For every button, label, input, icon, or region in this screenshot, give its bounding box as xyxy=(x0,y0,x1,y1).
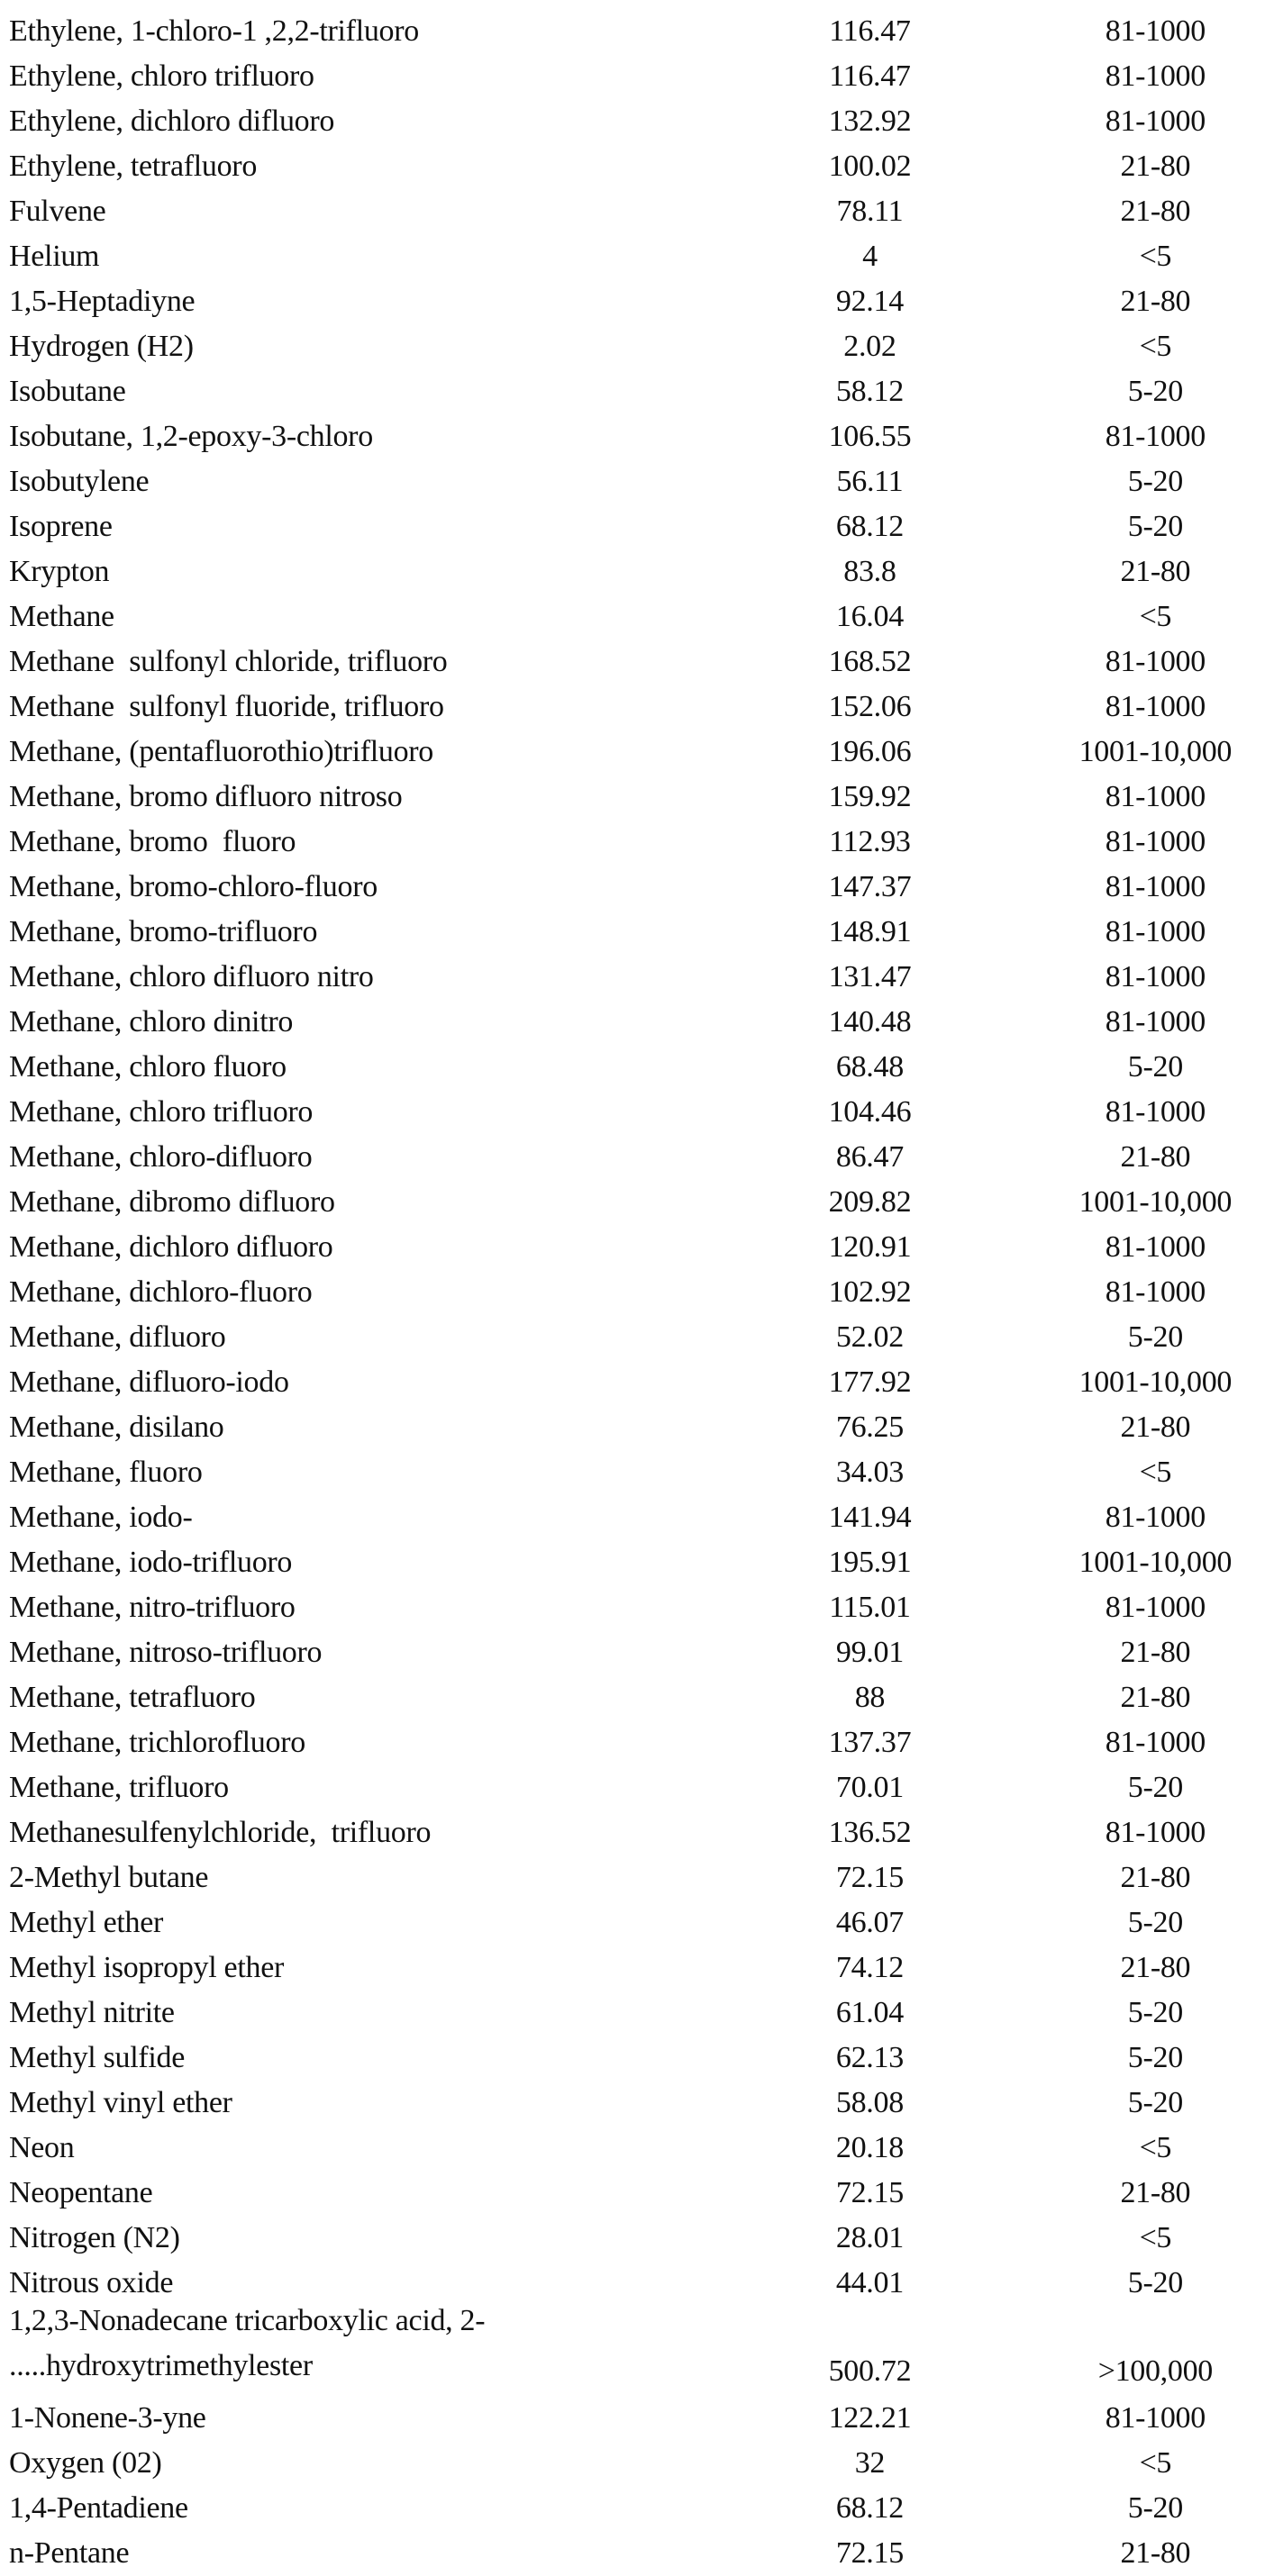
range-value: 81-1000 xyxy=(1037,780,1274,814)
table-row xyxy=(0,1540,1274,1585)
range-value: 81-1000 xyxy=(1037,1591,1274,1625)
range-value: 5-20 xyxy=(1037,1050,1274,1084)
range-value: <5 xyxy=(1037,330,1274,364)
table-row xyxy=(0,1765,1274,1810)
range-value: <5 xyxy=(1037,2131,1274,2165)
compound-name: Fulvene xyxy=(0,189,712,234)
range-value: 21-80 xyxy=(1037,1410,1274,1445)
range-value: 5-20 xyxy=(1037,465,1274,499)
table-row xyxy=(0,1225,1274,1270)
molecular-weight: 58.12 xyxy=(703,375,1037,409)
table-row xyxy=(0,639,1274,685)
table-row xyxy=(0,1135,1274,1180)
molecular-weight: 168.52 xyxy=(703,645,1037,679)
table-row xyxy=(0,2441,1274,2486)
table-row xyxy=(0,2126,1274,2171)
molecular-weight: 72.15 xyxy=(703,2176,1037,2210)
range-value: 81-1000 xyxy=(1037,1726,1274,1760)
range-value: 81-1000 xyxy=(1037,825,1274,859)
compound-name xyxy=(0,2299,712,2389)
table-row xyxy=(0,1360,1274,1405)
compound-name: Nitrogen (N2) xyxy=(0,2216,712,2261)
compound-name: Methyl isopropyl ether xyxy=(0,1946,712,1991)
table-row xyxy=(0,549,1274,594)
range-value: <5 xyxy=(1037,240,1274,274)
range-value: <5 xyxy=(1037,2221,1274,2255)
range-value: 5-20 xyxy=(1037,1996,1274,2030)
range-value: 21-80 xyxy=(1037,1951,1274,1985)
molecular-weight: 147.37 xyxy=(703,870,1037,904)
table-row xyxy=(0,1270,1274,1315)
molecular-weight: 52.02 xyxy=(703,1320,1037,1355)
molecular-weight: 112.93 xyxy=(703,825,1037,859)
table-row xyxy=(0,1450,1274,1495)
table-row xyxy=(0,1630,1274,1675)
compound-name: Methane, fluoro xyxy=(0,1450,712,1495)
compound-name: Methanesulfenylchloride, trifluoro xyxy=(0,1810,712,1855)
compound-name: Ethylene, chloro trifluoro xyxy=(0,54,712,99)
compound-name: Methane, (pentafluorothio)trifluoro xyxy=(0,730,712,775)
table-row xyxy=(0,2036,1274,2081)
compound-name-line: 1,2,3-Nonadecane tricarboxylic acid, 2- xyxy=(9,2299,712,2344)
table-row xyxy=(0,1855,1274,1900)
compound-name: Methane, tetrafluoro xyxy=(0,1675,712,1720)
compound-name: Methane, bromo-chloro-fluoro xyxy=(0,865,712,910)
molecular-weight: 72.15 xyxy=(703,2536,1037,2571)
compound-name: 2-Methyl butane xyxy=(0,1855,712,1900)
compound-name: Methane sulfonyl chloride, trifluoro xyxy=(0,639,712,685)
table-row xyxy=(0,1405,1274,1450)
table-row xyxy=(0,2486,1274,2531)
table-row xyxy=(0,1946,1274,1991)
molecular-weight: 68.12 xyxy=(703,2491,1037,2526)
range-value: 81-1000 xyxy=(1037,960,1274,994)
table-row xyxy=(0,279,1274,324)
compound-name: Methane xyxy=(0,594,712,639)
range-value: 81-1000 xyxy=(1037,915,1274,949)
range-value: 21-80 xyxy=(1037,285,1274,319)
compound-name: Methane, dichloro difluoro xyxy=(0,1225,712,1270)
molecular-weight: 120.91 xyxy=(703,1230,1037,1265)
table-row xyxy=(0,1900,1274,1946)
compound-name: Ethylene, dichloro difluoro xyxy=(0,99,712,144)
compound-name: Methyl ether xyxy=(0,1900,712,1946)
compound-name: Neopentane xyxy=(0,2171,712,2216)
table-row xyxy=(0,504,1274,549)
compound-name: 1,4-Pentadiene xyxy=(0,2486,712,2531)
range-value: 21-80 xyxy=(1037,2536,1274,2571)
compound-name: Methane, bromo difluoro nitroso xyxy=(0,775,712,820)
compound-name: Methyl nitrite xyxy=(0,1991,712,2036)
molecular-weight: 44.01 xyxy=(703,2266,1037,2300)
molecular-weight: 58.08 xyxy=(703,2086,1037,2120)
range-value: 21-80 xyxy=(1037,555,1274,589)
molecular-weight: 137.37 xyxy=(703,1726,1037,1760)
table-row xyxy=(0,144,1274,189)
molecular-weight: 32 xyxy=(703,2446,1037,2481)
molecular-weight: 78.11 xyxy=(703,195,1037,229)
molecular-weight: 34.03 xyxy=(703,1456,1037,1490)
range-value: 81-1000 xyxy=(1037,645,1274,679)
range-value: 1001-10,000 xyxy=(1037,735,1274,769)
range-value: 21-80 xyxy=(1037,1636,1274,1670)
table-row xyxy=(0,685,1274,730)
table-row xyxy=(0,1180,1274,1225)
molecular-weight: 159.92 xyxy=(703,780,1037,814)
molecular-weight: 500.72 xyxy=(703,2354,1037,2389)
table-row xyxy=(0,1585,1274,1630)
range-value: 1001-10,000 xyxy=(1037,1365,1274,1400)
compound-name: Ethylene, tetrafluoro xyxy=(0,144,712,189)
range-value: 21-80 xyxy=(1037,1861,1274,1895)
table-row xyxy=(0,2171,1274,2216)
compound-name: Isobutylene xyxy=(0,459,712,504)
compound-name: Methane, bromo fluoro xyxy=(0,820,712,865)
compound-name: Methyl sulfide xyxy=(0,2036,712,2081)
table-row xyxy=(0,1495,1274,1540)
molecular-weight: 61.04 xyxy=(703,1996,1037,2030)
compound-name: Methane, iodo- xyxy=(0,1495,712,1540)
range-value: 81-1000 xyxy=(1037,870,1274,904)
range-value: 5-20 xyxy=(1037,1906,1274,1940)
compound-name: Isobutane xyxy=(0,369,712,414)
range-value: 81-1000 xyxy=(1037,1005,1274,1039)
table-row xyxy=(0,1991,1274,2036)
compound-name: Methane, bromo-trifluoro xyxy=(0,910,712,955)
compound-name: 1,5-Heptadiyne xyxy=(0,279,712,324)
range-value: <5 xyxy=(1037,2446,1274,2481)
compound-name: Methyl vinyl ether xyxy=(0,2081,712,2126)
molecular-weight: 72.15 xyxy=(703,1861,1037,1895)
compound-name: Methane, difluoro xyxy=(0,1315,712,1360)
table-row xyxy=(0,1000,1274,1045)
compound-name: Isobutane, 1,2-epoxy-3-chloro xyxy=(0,414,712,459)
molecular-weight: 136.52 xyxy=(703,1816,1037,1850)
compound-name: Methane, dibromo difluoro xyxy=(0,1180,712,1225)
compound-name: Methane, nitroso-trifluoro xyxy=(0,1630,712,1675)
range-value: 81-1000 xyxy=(1037,1275,1274,1310)
range-value: 81-1000 xyxy=(1037,2401,1274,2435)
range-value: 1001-10,000 xyxy=(1037,1185,1274,1220)
table-row xyxy=(0,189,1274,234)
range-value: 21-80 xyxy=(1037,2176,1274,2210)
molecular-weight: 102.92 xyxy=(703,1275,1037,1310)
table-row xyxy=(0,2396,1274,2441)
table-row xyxy=(0,234,1274,279)
table-row xyxy=(0,459,1274,504)
table-row xyxy=(0,730,1274,775)
compound-name: Methane, chloro dinitro xyxy=(0,1000,712,1045)
compound-name: Ethylene, 1-chloro-1 ,2,2-trifluoro xyxy=(0,9,712,54)
molecular-weight: 92.14 xyxy=(703,285,1037,319)
compound-name: Oxygen (02) xyxy=(0,2441,712,2486)
table-row xyxy=(0,1720,1274,1765)
molecular-weight: 104.46 xyxy=(703,1095,1037,1129)
molecular-weight: 141.94 xyxy=(703,1501,1037,1535)
table-row xyxy=(0,910,1274,955)
molecular-weight: 16.04 xyxy=(703,600,1037,634)
table-row xyxy=(0,1045,1274,1090)
table-row xyxy=(0,775,1274,820)
range-value: 81-1000 xyxy=(1037,59,1274,94)
molecular-weight: 100.02 xyxy=(703,150,1037,184)
compound-name: Methane, iodo-trifluoro xyxy=(0,1540,712,1585)
table-row xyxy=(0,99,1274,144)
compound-name: n-Pentane xyxy=(0,2531,712,2576)
range-value: 81-1000 xyxy=(1037,1095,1274,1129)
table-row xyxy=(0,9,1274,54)
molecular-weight: 74.12 xyxy=(703,1951,1037,1985)
table-row xyxy=(0,2531,1274,2576)
molecular-weight: 62.13 xyxy=(703,2041,1037,2075)
molecular-weight: 106.55 xyxy=(703,420,1037,454)
molecular-weight: 20.18 xyxy=(703,2131,1037,2165)
table-row xyxy=(0,1090,1274,1135)
table-row xyxy=(0,2306,1274,2396)
range-value: 5-20 xyxy=(1037,2041,1274,2075)
molecular-weight: 28.01 xyxy=(703,2221,1037,2255)
compound-name: Methane, dichloro-fluoro xyxy=(0,1270,712,1315)
table-row xyxy=(0,2081,1274,2126)
range-value: 81-1000 xyxy=(1037,1816,1274,1850)
molecular-weight: 76.25 xyxy=(703,1410,1037,1445)
range-value: 21-80 xyxy=(1037,195,1274,229)
molecular-weight: 70.01 xyxy=(703,1771,1037,1805)
table-row xyxy=(0,324,1274,369)
range-value: <5 xyxy=(1037,1456,1274,1490)
range-value: 81-1000 xyxy=(1037,104,1274,139)
molecular-weight: 4 xyxy=(703,240,1037,274)
molecular-weight: 140.48 xyxy=(703,1005,1037,1039)
compound-name: Methane, chloro fluoro xyxy=(0,1045,712,1090)
table-row xyxy=(0,955,1274,1000)
compound-name: Methane, chloro-difluoro xyxy=(0,1135,712,1180)
range-value: 5-20 xyxy=(1037,2266,1274,2300)
range-value: 5-20 xyxy=(1037,510,1274,544)
range-value: 5-20 xyxy=(1037,1771,1274,1805)
range-value: 81-1000 xyxy=(1037,420,1274,454)
compound-name: Neon xyxy=(0,2126,712,2171)
compound-name: Helium xyxy=(0,234,712,279)
table-row xyxy=(0,369,1274,414)
compound-name: Methane, nitro-trifluoro xyxy=(0,1585,712,1630)
range-value: 5-20 xyxy=(1037,2086,1274,2120)
range-value: 81-1000 xyxy=(1037,14,1274,49)
range-value: 21-80 xyxy=(1037,150,1274,184)
molecular-weight: 131.47 xyxy=(703,960,1037,994)
compound-name: Isoprene xyxy=(0,504,712,549)
molecular-weight: 209.82 xyxy=(703,1185,1037,1220)
molecular-weight: 83.8 xyxy=(703,555,1037,589)
compound-name: Hydrogen (H2) xyxy=(0,324,712,369)
range-value: 81-1000 xyxy=(1037,1230,1274,1265)
compound-name: Methane sulfonyl fluoride, trifluoro xyxy=(0,685,712,730)
molecular-weight: 68.12 xyxy=(703,510,1037,544)
molecular-weight: 122.21 xyxy=(703,2401,1037,2435)
table-row xyxy=(0,54,1274,99)
table-row xyxy=(0,820,1274,865)
table-row xyxy=(0,2216,1274,2261)
molecular-weight: 99.01 xyxy=(703,1636,1037,1670)
range-value: 1001-10,000 xyxy=(1037,1546,1274,1580)
molecular-weight: 56.11 xyxy=(703,465,1037,499)
molecular-weight: 46.07 xyxy=(703,1906,1037,1940)
molecular-weight: 132.92 xyxy=(703,104,1037,139)
range-value: 81-1000 xyxy=(1037,1501,1274,1535)
range-value: 5-20 xyxy=(1037,1320,1274,1355)
compound-name: Methane, chloro difluoro nitro xyxy=(0,955,712,1000)
molecular-weight: 195.91 xyxy=(703,1546,1037,1580)
compound-table xyxy=(0,9,1274,2576)
table-row xyxy=(0,1315,1274,1360)
molecular-weight: 152.06 xyxy=(703,690,1037,724)
range-value: >100,000 xyxy=(1037,2354,1274,2389)
range-value: 21-80 xyxy=(1037,1681,1274,1715)
compound-name: 1-Nonene-3-yne xyxy=(0,2396,712,2441)
table-row xyxy=(0,1675,1274,1720)
molecular-weight: 2.02 xyxy=(703,330,1037,364)
compound-name: Krypton xyxy=(0,549,712,594)
table-row xyxy=(0,865,1274,910)
molecular-weight: 177.92 xyxy=(703,1365,1037,1400)
compound-name: Methane, disilano xyxy=(0,1405,712,1450)
molecular-weight: 88 xyxy=(703,1681,1037,1715)
table-row xyxy=(0,1810,1274,1855)
molecular-weight: 116.47 xyxy=(703,59,1037,94)
molecular-weight: 196.06 xyxy=(703,735,1037,769)
molecular-weight: 115.01 xyxy=(703,1591,1037,1625)
molecular-weight: 68.48 xyxy=(703,1050,1037,1084)
compound-name-line: .....hydroxytrimethylester xyxy=(9,2344,712,2389)
molecular-weight: 86.47 xyxy=(703,1140,1037,1175)
compound-name: Methane, chloro trifluoro xyxy=(0,1090,712,1135)
compound-name: Methane, trifluoro xyxy=(0,1765,712,1810)
table-row xyxy=(0,414,1274,459)
range-value: 81-1000 xyxy=(1037,690,1274,724)
range-value: 21-80 xyxy=(1037,1140,1274,1175)
range-value: 5-20 xyxy=(1037,375,1274,409)
compound-name: Methane, difluoro-iodo xyxy=(0,1360,712,1405)
compound-name: Methane, trichlorofluoro xyxy=(0,1720,712,1765)
range-value: <5 xyxy=(1037,600,1274,634)
compound-name: Nitrous oxide xyxy=(0,2261,712,2306)
molecular-weight: 116.47 xyxy=(703,14,1037,49)
range-value: 5-20 xyxy=(1037,2491,1274,2526)
table-row xyxy=(0,594,1274,639)
molecular-weight: 148.91 xyxy=(703,915,1037,949)
